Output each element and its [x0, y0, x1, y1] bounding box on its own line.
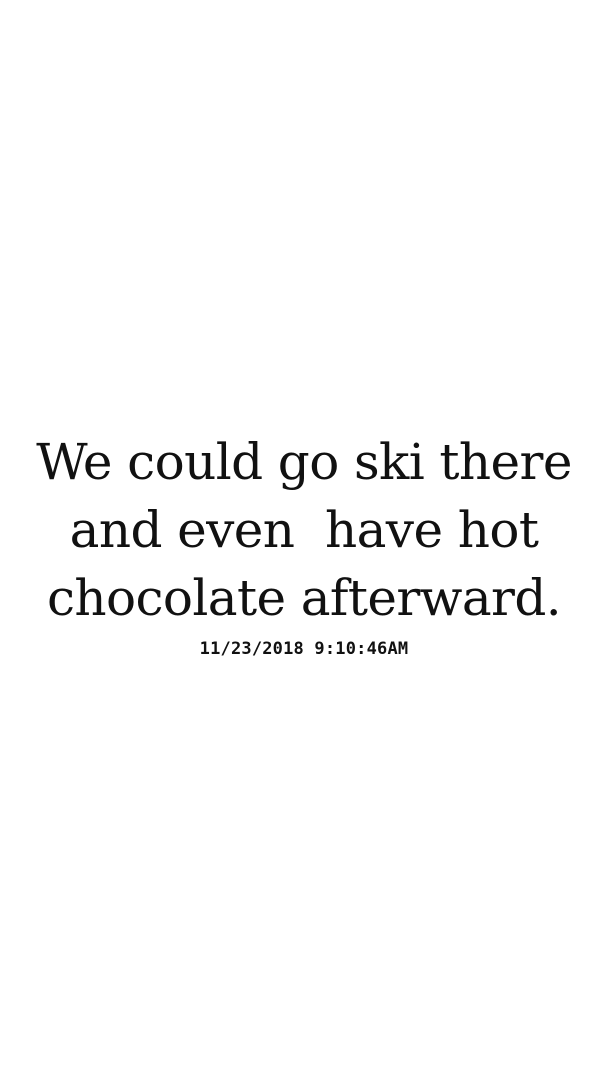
timestamp: 11/23/2018 9:10:46AM — [199, 639, 409, 659]
quote-block — [0, 428, 608, 660]
quote-line-2: and even have hot — [69, 501, 539, 559]
quote-line-3: chocolate afterward. — [46, 569, 562, 627]
quote-line-1: We could go ski there — [36, 433, 572, 491]
